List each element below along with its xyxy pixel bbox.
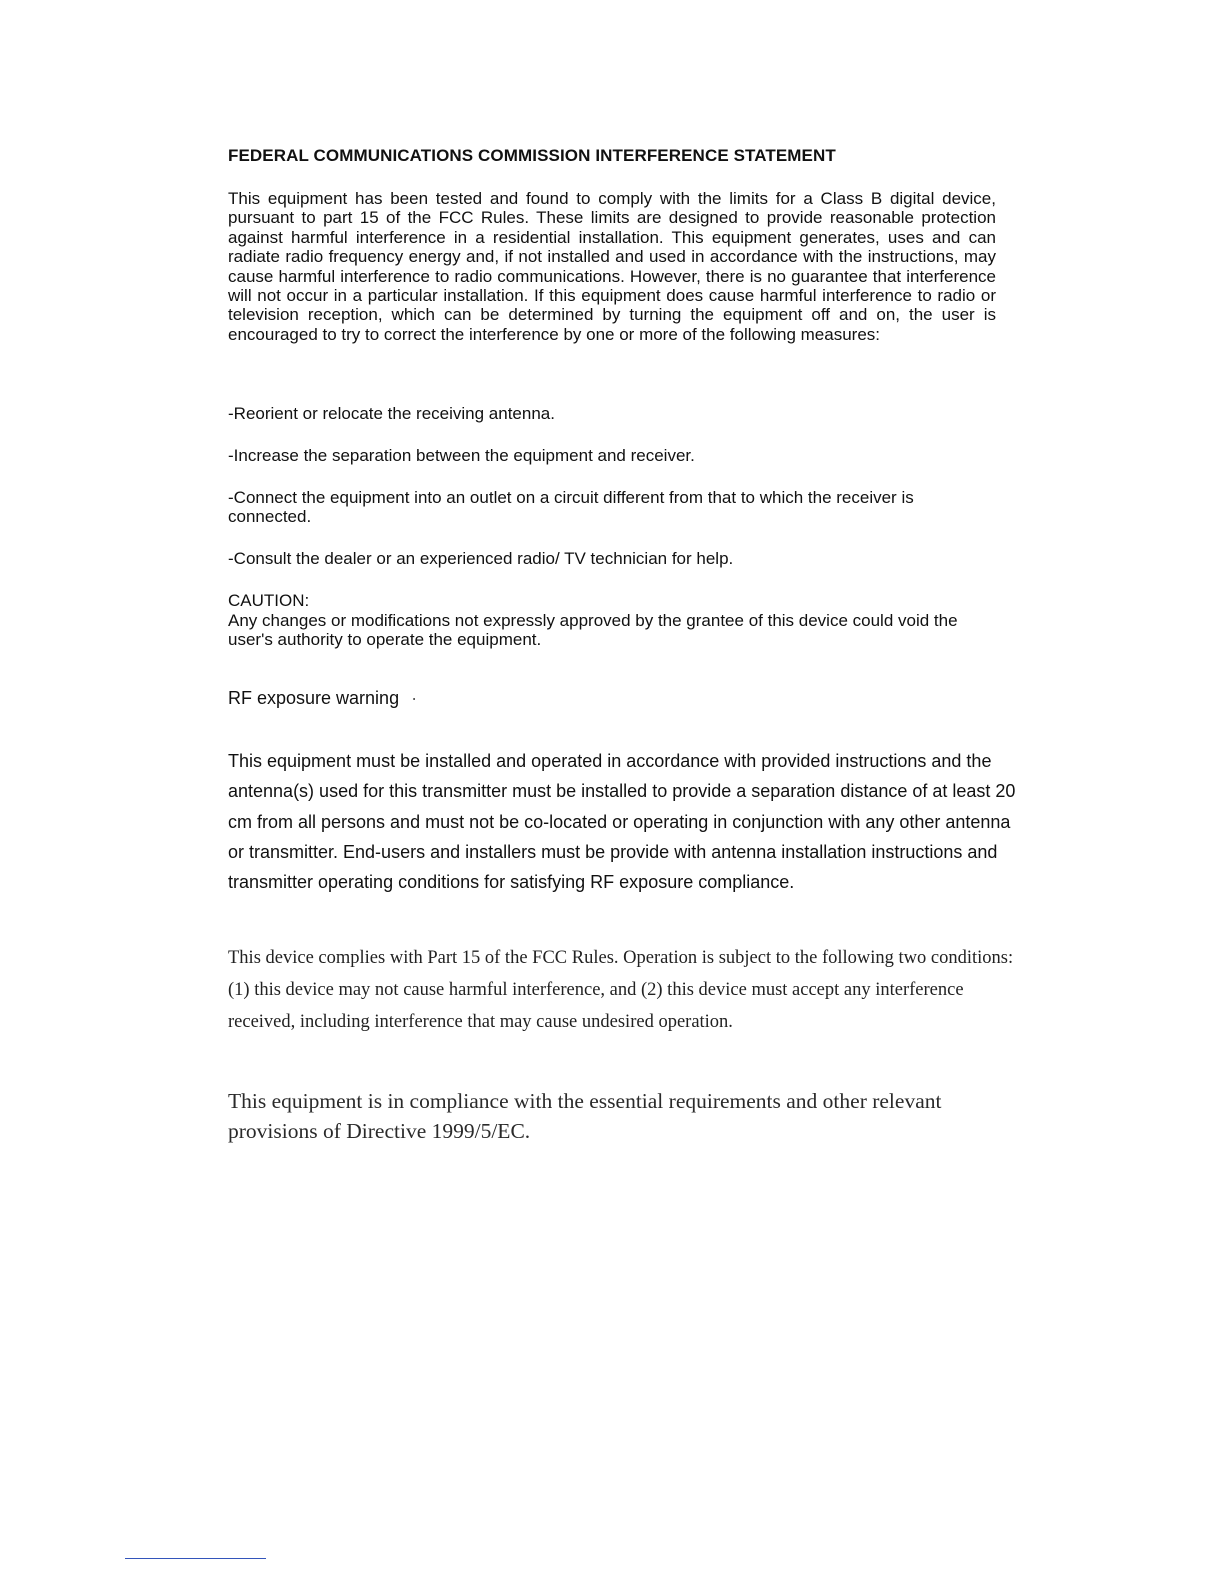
section-title: FEDERAL COMMUNICATIONS COMMISSION INTERFERENCE STATEMENT bbox=[228, 146, 836, 165]
directive-statement: This equipment is in compliance with the essential requirements and other relevant provisions of Directive 1999/5/EC. bbox=[228, 1089, 942, 1143]
caution-text: Any changes or modifications not expressly approved by the grantee of this device could void the user's authority to operate the equipment. bbox=[228, 611, 958, 650]
measure-consult-dealer: -Consult the dealer or an experienced radio/ TV technician for help. bbox=[228, 549, 734, 568]
measure-different-outlet: -Connect the equipment into an outlet on a circuit different from that to which the receiver is connected. bbox=[228, 488, 914, 527]
rf-exposure-title: RF exposure warning bbox=[228, 688, 400, 708]
rf-exposure-heading bbox=[228, 687, 417, 709]
footnote-divider bbox=[125, 1558, 266, 1559]
fcc-interference-paragraph: This equipment has been tested and found to comply with the limits for a Class B digital device, pursuant to part 15 of the FCC Rules. These limits are designed to provide reasonable protection against harmful interference in a residential installation. This equipment generates, uses and can radiate radio frequency energy and, if not installed and used in accordance with the instructions, may cause harmful interference to radio communications. However, there is no guarantee that interference will not occur in a particular installation. If this equipment does cause harmful interference to radio or television reception, which can be determined by turning the equipment off and on, the user is encouraged to try to correct the interference by one or more of the following measures: bbox=[228, 189, 996, 344]
part15-statement: This device complies with Part 15 of the FCC Rules. Operation is subject to the following two conditions: (1) this device may not cause harmful interference, and (2) this device must accept any interference received, including interference that may cause undesired operation. bbox=[228, 948, 1014, 1032]
rf-exposure-paragraph: This equipment must be installed and operated in accordance with provided instructions and the antenna(s) used for this transmitter must be installed to provide a separation distance of at least 20 cm from all persons and must not be co-located or operating in conjunction with any other antenna or transmitter. End-users and installers must be provide with antenna installation instructions and transmitter operating conditions for satisfying RF exposure compliance. bbox=[228, 751, 1016, 893]
caution-label: CAUTION: bbox=[228, 591, 310, 610]
document-page bbox=[228, 0, 1018, 1584]
measure-reorient-antenna: -Reorient or relocate the receiving antenna. bbox=[228, 404, 555, 423]
rf-exposure-dot: · bbox=[411, 688, 418, 708]
measure-increase-separation: -Increase the separation between the equipment and receiver. bbox=[228, 446, 695, 465]
